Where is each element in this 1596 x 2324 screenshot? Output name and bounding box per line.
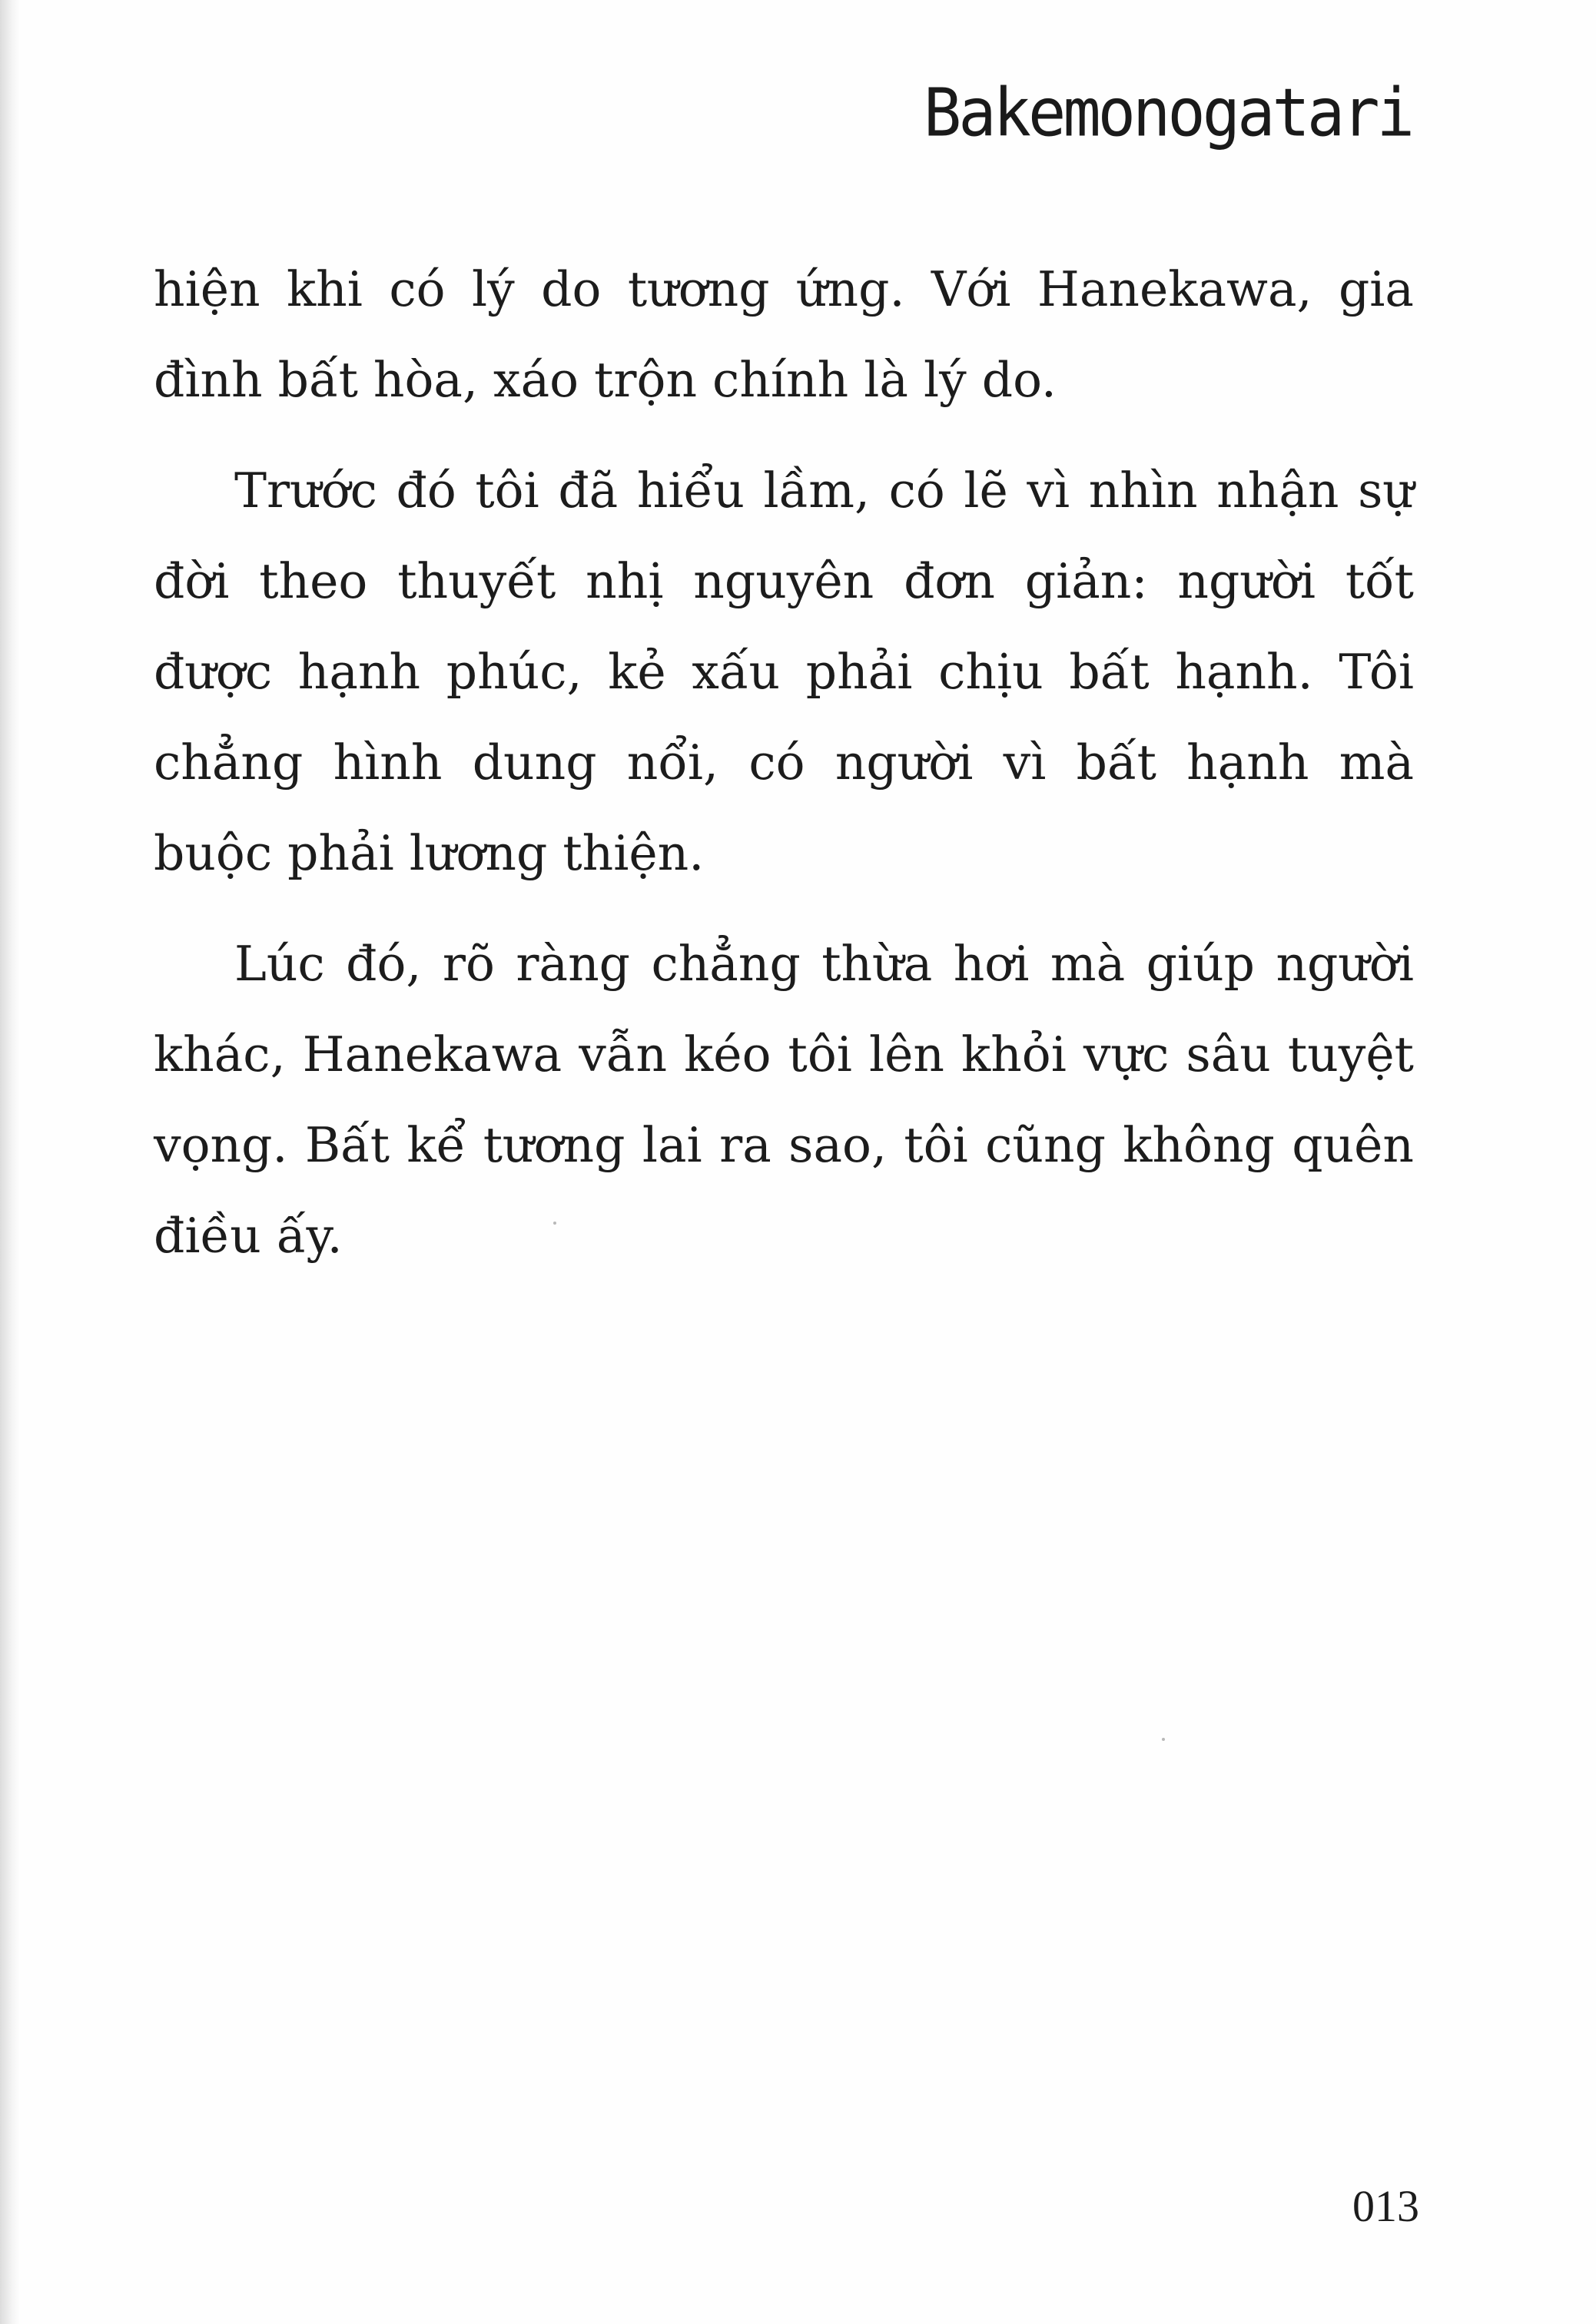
page-body: [154, 244, 1414, 1301]
running-head-title: Bakemonogatari: [923, 75, 1412, 152]
paragraph-3: Lúc đó, rõ ràng chẳng thừa hơi mà giúp người khác, Hanekawa vẫn kéo tôi lên khỏi vực sâu tuyệt vọng. Bất kể tương lai ra sao, tôi cũng không quên điều ấy.: [154, 936, 1414, 1264]
page-gutter-shadow: [0, 0, 20, 2324]
paper-speck: [553, 1222, 556, 1225]
page-number: 013: [1352, 2181, 1419, 2231]
paragraph-1: hiện khi có lý do tương ứng. Với Hanekawa, gia đình bất hòa, xáo trộn chính là lý do.: [154, 261, 1414, 408]
paper-speck: [1162, 1738, 1165, 1741]
paragraph-2: Trước đó tôi đã hiểu lầm, có lẽ vì nhìn nhận sự đời theo thuyết nhị nguyên đơn giản: người tốt được hạnh phúc, kẻ xấu phải chịu bất hạnh. Tôi chẳng hình dung nổi, có người vì bất hạnh mà buộc phải lương thiện.: [154, 462, 1414, 881]
